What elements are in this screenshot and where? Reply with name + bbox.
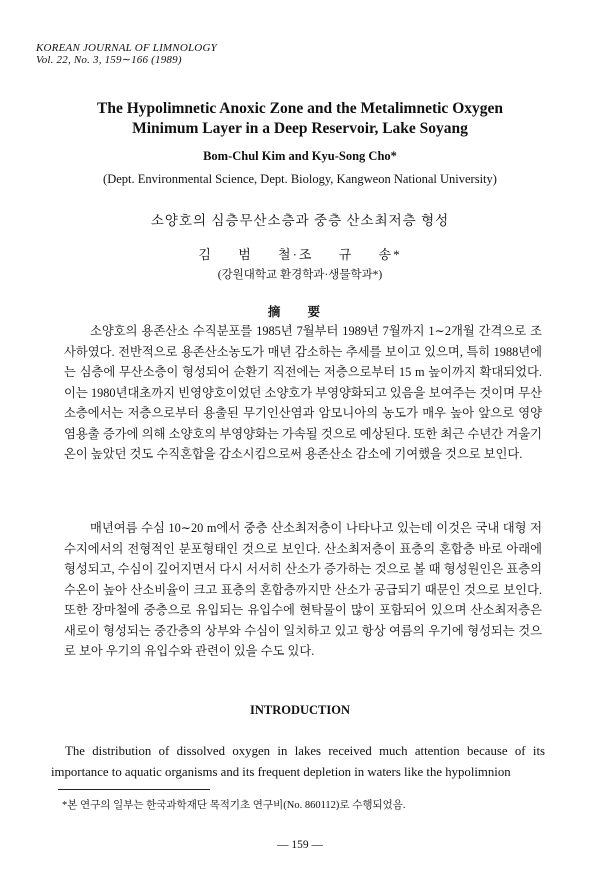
introduction-heading: INTRODUCTION	[249, 703, 350, 717]
abstract-paragraph-1: 소양호의 용존산소 수직분포를 1985년 7월부터 1989년 7월까지 1∼2개월 간격으로 조사하였다. 전반적으로 용존산소농도가 매년 감소하는 추세를 보이고 있으며, 특히 1988년에는 심층에 무산소층이 형성되어 순환기 직전에는 저층으로부터 15 m 높이까지 확대되었다. 이는 1980년대초까지 빈영양호이었던 소양호가 부영양화되고 있음을 보여주는 것이며 무산소층에서는 저층으로부터 용출된 무기인산염과 암모니아의 농도가 매우 높아 앞으로 영양염용출 증가에 의해 소양호의 부영양화는 가속될 것으로 예상된다. 또한 최근 수년간 겨울기온이 높았던 것도 수직혼합을 감소시킴으로써 용존산소 감소에 기여했을 것으로 보인다.	[64, 324, 542, 461]
article-title-line1: The Hypolimnetic Anoxic Zone and the Metalimnetic Oxygen	[97, 100, 503, 117]
abstract-paragraph-2: 매년여름 수심 10∼20 m에서 중층 산소최저층이 나타나고 있는데 이것은 국내 대형 저수지에서의 전형적인 분포형태인 것으로 보인다. 산소최저층이 표층의 혼합층 바로 아래에 형성되고, 수심이 깊어지면서 다시 서서히 산소가 증가하는 것으로 볼 때 형성원인은 표층의 수온이 높아 산소비율이 크고 표층의 혼합층까지만 산소가 공급되기 때문인 것으로 보인다. 또한 장마철에 중층으로 유입되는 유입수에 현탁물이 많이 포함되어 있으며 산소최저층은 새로이 형성되는 중간층의 상부와 수심이 일치하고 있고 항상 여름의 우기에 형성되는 것으로 보아 우기의 유입수와 관련이 있을 수도 있다.	[64, 521, 542, 658]
introduction-text: The distribution of dissolved oxygen in lakes received much attention because of its importance to aquatic organisms and its frequent depletion in waters like the hypolimnion	[51, 744, 545, 779]
author-list: Bom-Chul Kim and Kyu-Song Cho*	[203, 149, 397, 163]
journal-name: KOREAN JOURNAL OF LIMNOLOGY	[36, 42, 217, 54]
article-title-line2: Minimum Layer in a Deep Reservoir, Lake Soyang	[132, 120, 468, 137]
journal-header	[36, 42, 217, 66]
footnote-divider	[58, 789, 210, 790]
journal-volume: Vol. 22, No. 3, 159∼166 (1989)	[36, 54, 182, 66]
korean-affiliation: (강원대학교 환경학과·생물학과*)	[217, 269, 383, 281]
footnote: *본 연구의 일부는 한국과학재단 목적기초 연구비(No. 860112)로 수행되었음.	[62, 800, 406, 811]
article-title	[30, 99, 570, 139]
korean-title: 소양호의 심층무산소층과 중층 산소최저층 형성	[150, 213, 450, 228]
page-number: — 159 —	[277, 839, 323, 851]
abstract-heading: 摘 要	[267, 305, 333, 319]
author-affiliation: (Dept. Environmental Science, Dept. Biology, Kangweon National University)	[103, 172, 497, 186]
korean-author-list: 김 범 철·조 규 송*	[198, 247, 402, 262]
